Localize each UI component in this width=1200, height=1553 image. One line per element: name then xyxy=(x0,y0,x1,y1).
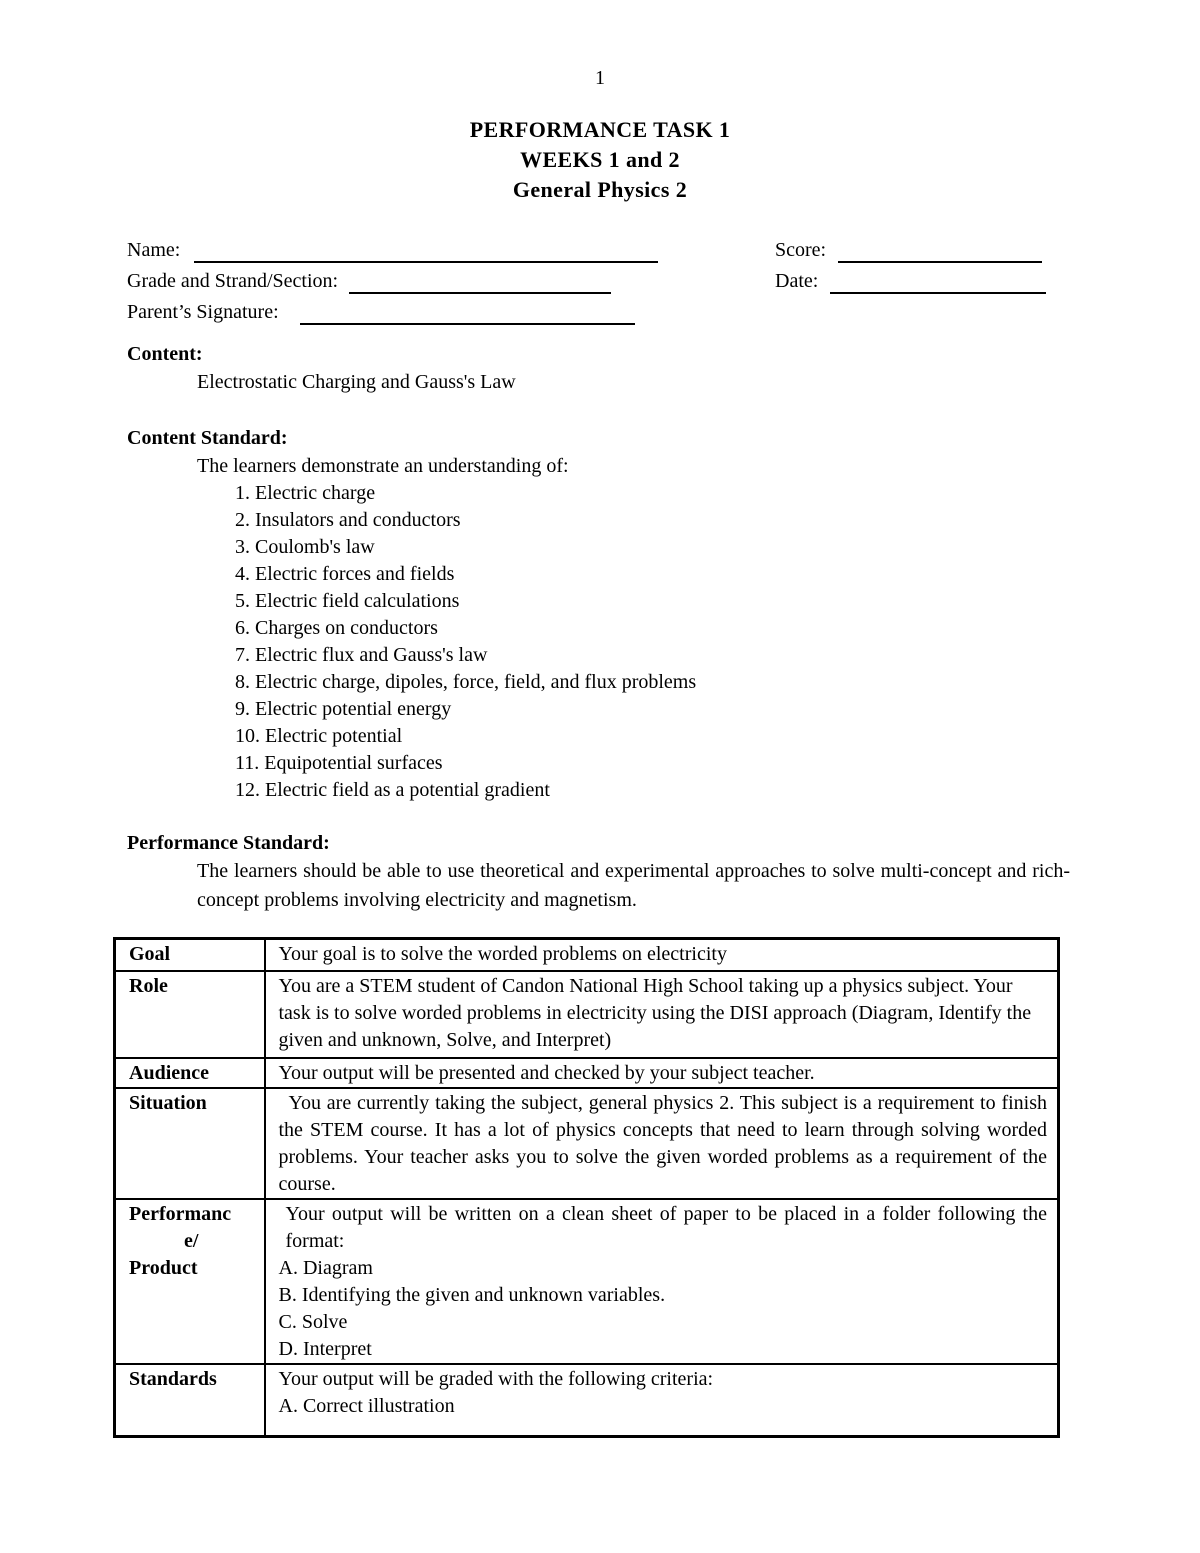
audience-label-cell: Audience xyxy=(115,1058,265,1088)
list-item: 12. Electric field as a potential gradient xyxy=(235,779,550,801)
list-item: 5. Electric field calculations xyxy=(235,590,460,612)
standards-value-cell xyxy=(265,1364,1059,1437)
grade-section-field xyxy=(127,265,658,296)
format-item: D. Interpret xyxy=(278,1337,372,1360)
performance-product-value-cell xyxy=(265,1199,1059,1364)
title-line-3: General Physics 2 xyxy=(512,177,688,202)
table-row-standards xyxy=(115,1364,1059,1437)
page-number: 1 xyxy=(595,67,605,89)
format-item: B. Identifying the given and unknown variables. xyxy=(278,1283,666,1306)
goal-label-cell: Goal xyxy=(115,939,265,971)
format-item: A. Diagram xyxy=(278,1256,373,1279)
situation-paragraph: You are currently taking the subject, general physics 2. This subject is a requirement to finish the STEM course. It has a lot of physics concepts that need to learn through solving worded problems. Your teacher asks you to solve the given worded problems as a requirement of the course. xyxy=(278,1091,1047,1195)
list-item: 7. Electric flux and Gauss's law xyxy=(235,644,488,666)
goal-value-cell: Your goal is to solve the worded problems on electricity xyxy=(265,939,1059,971)
role-label-cell: Role xyxy=(115,971,265,1058)
table-row-goal xyxy=(115,939,1059,971)
list-item: 3. Coulomb's law xyxy=(235,536,375,558)
date-underline xyxy=(830,272,1046,294)
list-item: 8. Electric charge, dipoles, force, field, and flux problems xyxy=(235,671,697,693)
content-topic: Electrostatic Charging and Gauss's Law xyxy=(197,371,516,393)
document-title xyxy=(0,115,1200,205)
list-item: 10. Electric potential xyxy=(235,725,403,747)
score-underline xyxy=(838,241,1042,263)
table-row-situation xyxy=(115,1088,1059,1199)
performance-product-label-cell xyxy=(115,1199,265,1364)
table-row-audience xyxy=(115,1058,1059,1088)
grade-section-label: Grade and Strand/Section: xyxy=(127,270,339,292)
situation-value-cell xyxy=(265,1088,1059,1199)
list-item: 4. Electric forces and fields xyxy=(235,563,455,585)
list-item: 2. Insulators and conductors xyxy=(235,509,461,531)
list-item: 1. Electric charge xyxy=(235,482,376,504)
parent-signature-label: Parent’s Signature: xyxy=(127,301,279,323)
score-field xyxy=(775,234,1046,265)
date-label: Date: xyxy=(775,270,819,292)
header-form-left xyxy=(127,234,658,327)
list-item: 9. Electric potential energy xyxy=(235,698,452,720)
table-row-performance-product xyxy=(115,1199,1059,1364)
performance-standard-heading: Performance Standard: xyxy=(127,832,330,854)
score-label: Score: xyxy=(775,239,827,261)
name-underline xyxy=(194,241,658,263)
content-standard-section xyxy=(127,424,1077,804)
content-heading: Content: xyxy=(127,343,203,365)
grasps-table xyxy=(113,937,1060,1438)
performance-label-line-1: Performanc xyxy=(129,1202,232,1225)
performance-standard-section xyxy=(127,829,1070,915)
grade-section-underline xyxy=(349,272,611,294)
situation-label-cell: Situation xyxy=(115,1088,265,1199)
parent-signature-underline xyxy=(300,303,635,325)
name-field xyxy=(127,234,658,265)
standards-label-cell: Standards xyxy=(115,1364,265,1437)
audience-value-cell: Your output will be presented and checked by your subject teacher. xyxy=(265,1058,1059,1088)
table-row-role xyxy=(115,971,1059,1058)
role-value-cell: You are a STEM student of Candon National High School taking up a physics subject. Your task is to solve worded problems in electricity using the DISI approach (Diagram, Identify the given and unknown, Solve, and Interpret) xyxy=(265,971,1059,1058)
performance-standard-body: The learners should be able to use theoretical and experimental approaches to solve multi-concept and rich-concept problems involving electricity and magnetism. xyxy=(197,860,1070,911)
title-line-2: WEEKS 1 and 2 xyxy=(520,147,680,172)
title-line-1: PERFORMANCE TASK 1 xyxy=(469,117,731,142)
content-standard-intro: The learners demonstrate an understanding of: xyxy=(197,455,569,477)
criteria-item: A. Correct illustration xyxy=(278,1394,455,1417)
performance-intro: Your output will be written on a clean sheet of paper to be placed in a folder following the format: xyxy=(285,1202,1047,1252)
date-field xyxy=(775,265,1046,296)
content-standard-heading: Content Standard: xyxy=(127,427,288,449)
header-form-right xyxy=(775,234,1046,296)
list-item: 6. Charges on conductors xyxy=(235,617,438,639)
parent-signature-field xyxy=(127,296,658,327)
content-standard-list xyxy=(235,480,1077,804)
format-item: C. Solve xyxy=(278,1310,348,1333)
list-item: 11. Equipotential surfaces xyxy=(235,752,443,774)
performance-label-line-3: Product xyxy=(129,1256,198,1279)
performance-label-line-2: e/ xyxy=(184,1229,199,1252)
content-section xyxy=(127,340,1077,396)
name-label: Name: xyxy=(127,239,181,261)
standards-intro: Your output will be graded with the following criteria: xyxy=(278,1367,714,1390)
